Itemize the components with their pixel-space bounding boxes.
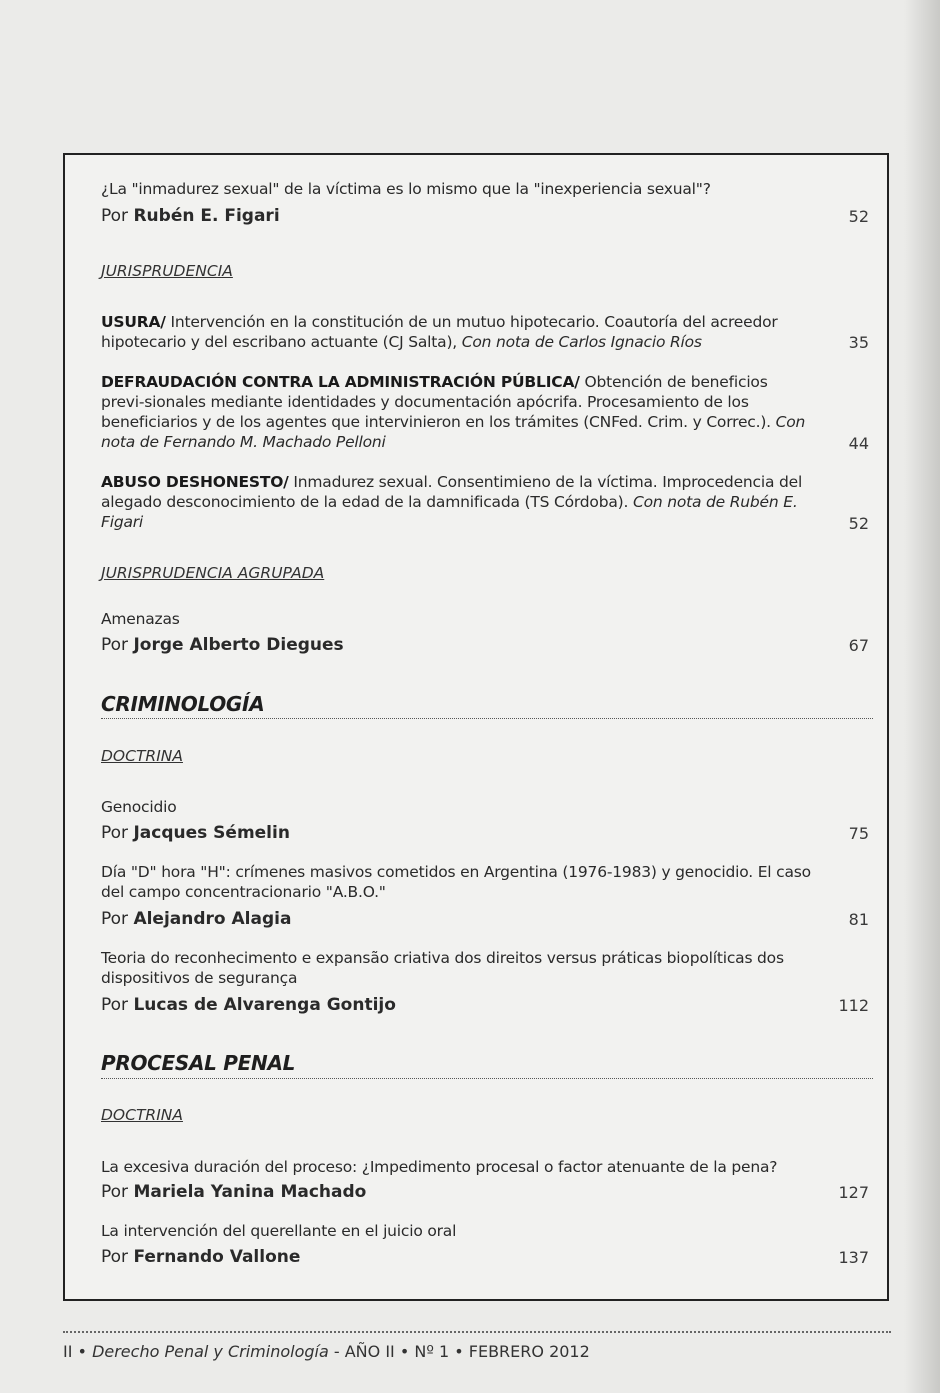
- author-name: Rubén E. Figari: [133, 206, 280, 226]
- page-number: 67: [848, 636, 869, 655]
- author-prefix: Por: [101, 995, 129, 1015]
- author-prefix: Por: [101, 909, 129, 929]
- page-number: 52: [848, 207, 869, 226]
- footer-divider: [63, 1331, 891, 1333]
- section-label-jurisprudencia-agrupada: JURISPRUDENCIA AGRUPADA: [101, 564, 325, 582]
- subsection-label-doctrina: DOCTRINA: [101, 747, 183, 765]
- item-author-line: [101, 1181, 366, 1203]
- author-prefix: Por: [101, 635, 129, 655]
- jurisprudence-entry: [101, 472, 813, 532]
- section-divider: [101, 718, 873, 719]
- page-number: 44: [848, 434, 869, 453]
- entry-note: Con nota de Carlos Ignacio Ríos: [461, 333, 702, 351]
- author-prefix: Por: [101, 1182, 129, 1202]
- entry-text: Inmadurez sexual. Consentimieno de la víctima. Improcedencia del alegado desconocimiento de la edad de la damnificada (TS Córdoba).: [101, 473, 803, 511]
- item-author-line: [101, 822, 290, 844]
- author-name: Jacques Sémelin: [133, 823, 290, 843]
- author-name: Jorge Alberto Diegues: [133, 635, 344, 655]
- contents-frame: [63, 153, 889, 1301]
- item-title: La excesiva duración del proceso: ¿Impedimento procesal o factor atenuante de la pena?: [101, 1158, 778, 1176]
- page-number: 137: [838, 1248, 869, 1267]
- page-number: 81: [848, 910, 869, 929]
- item-author-line: [101, 634, 344, 656]
- page-number: 52: [848, 514, 869, 533]
- author-prefix: Por: [101, 823, 129, 843]
- footer-issue: - AÑO II • Nº 1 • FEBRERO 2012: [333, 1342, 590, 1361]
- entry-heading: USURA/: [101, 313, 166, 331]
- item-title: Día "D" hora "H": crímenes masivos cometidos en Argentina (1976-1983) y genocidio. El caso del campo concentracionario "A.B.O.": [101, 863, 811, 901]
- page-number: 75: [848, 824, 869, 843]
- jurisprudence-entry: [101, 372, 813, 452]
- jurisprudence-entry: [101, 312, 813, 352]
- section-divider: [101, 1078, 873, 1079]
- item-title: Genocidio: [101, 798, 177, 816]
- subsection-label-doctrina: DOCTRINA: [101, 1106, 183, 1124]
- author-name: Lucas de Alvarenga Gontijo: [133, 995, 396, 1015]
- page-number: 35: [848, 333, 869, 352]
- entry-heading: ABUSO DESHONESTO/: [101, 473, 289, 491]
- page-number: 127: [838, 1183, 869, 1202]
- page-edge-shadow: [904, 0, 940, 1393]
- section-heading-procesal-penal: PROCESAL PENAL: [101, 1051, 296, 1075]
- item-author-line: [101, 994, 396, 1016]
- entry-heading: DEFRAUDACIÓN CONTRA LA ADMINISTRACIÓN PÚBLICA/: [101, 373, 580, 391]
- author-name: Alejandro Alagia: [133, 909, 292, 929]
- item-title: La intervención del querellante en el juicio oral: [101, 1222, 457, 1240]
- item-title: Teoria do reconhecimento e expansão criativa dos direitos versus práticas biopolíticas dos dispositivos de segurança: [101, 949, 784, 987]
- item-author-line: [101, 1246, 300, 1268]
- item-author-line: [101, 908, 291, 930]
- author-prefix: Por: [101, 1247, 129, 1267]
- footer-prefix: II •: [63, 1342, 87, 1361]
- section-label-jurisprudencia: JURISPRUDENCIA: [101, 262, 233, 280]
- running-footer: [63, 1342, 590, 1361]
- author-name: Mariela Yanina Machado: [133, 1182, 367, 1202]
- entry-text: Intervención en la constitución de un mutuo hipotecario. Coautoría del acreedor hipotecario y del escribano actuante (CJ Salta),: [101, 313, 778, 351]
- page-number: 112: [838, 996, 869, 1015]
- entry-note: Con nota de Fernando M. Machado Pelloni: [101, 413, 806, 451]
- footer-journal: Derecho Penal y Criminología: [92, 1342, 329, 1361]
- item-author-line: [101, 205, 280, 227]
- item-title: ¿La "inmadurez sexual" de la víctima es lo mismo que la "inexperiencia sexual"?: [101, 180, 711, 198]
- entry-note: Con nota de Rubén E. Figari: [101, 493, 798, 531]
- entry-text: Obtención de beneficios previ-sionales mediante identidades y documentación apócrifa. Procesamiento de los beneficiarios y de los agentes que intervinieron en los trámites (CNFed. Crim. y Correc.).: [101, 373, 771, 431]
- item-title: Amenazas: [101, 610, 180, 628]
- author-prefix: Por: [101, 206, 129, 226]
- section-heading-criminologia: CRIMINOLOGÍA: [101, 692, 265, 716]
- author-name: Fernando Vallone: [133, 1247, 301, 1267]
